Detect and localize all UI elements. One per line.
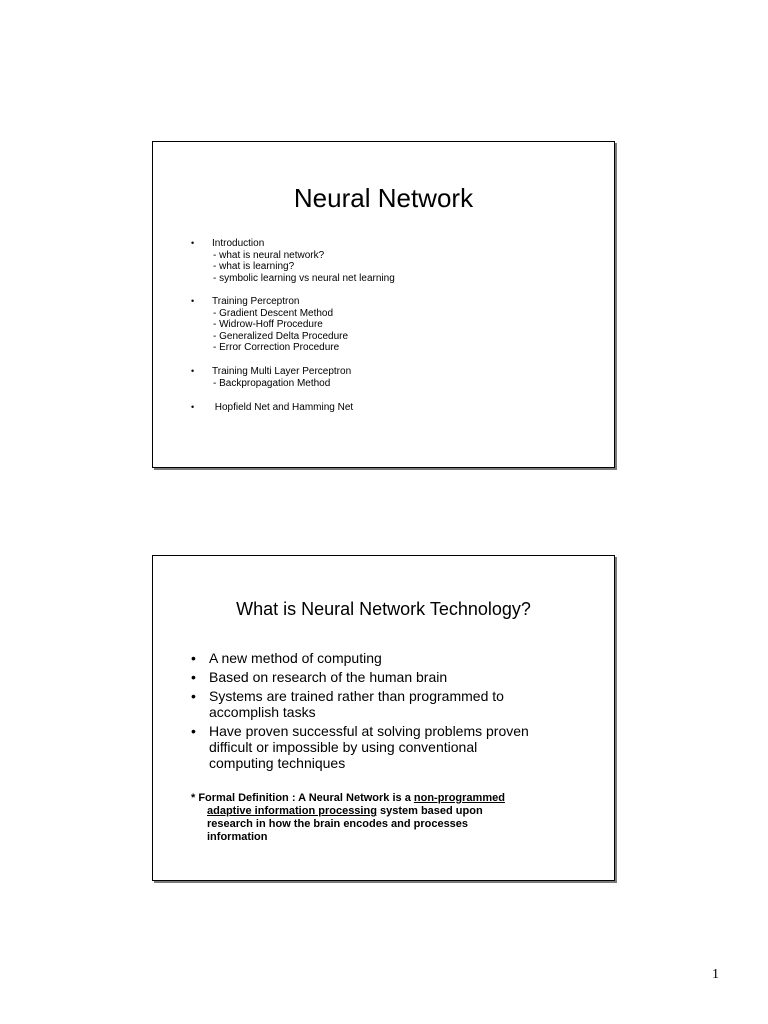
bullet-icon: • bbox=[191, 688, 196, 704]
list-item-text: difficult or impossible by using conventional bbox=[209, 739, 478, 755]
sub-item: - Gradient Descent Method bbox=[213, 307, 334, 319]
list-item bbox=[191, 669, 591, 685]
bullet-icon: • bbox=[191, 238, 195, 248]
list-item-text: Based on research of the human brain bbox=[209, 669, 448, 685]
list-item bbox=[191, 688, 591, 720]
bullet-label: Hopfield Net and Hamming Net bbox=[212, 402, 354, 413]
definition-line-3: research in how the brain encodes and processes bbox=[207, 818, 469, 830]
bullet-icon: • bbox=[191, 296, 195, 306]
definition-line-4: information bbox=[207, 831, 268, 843]
sub-item: - Backpropagation Method bbox=[213, 377, 331, 389]
definition-rest: system based upon bbox=[376, 805, 483, 817]
slide2-bullet-list bbox=[191, 650, 591, 774]
sub-item: - what is neural network? bbox=[213, 249, 325, 261]
bullet-label: Introduction bbox=[212, 238, 265, 249]
definition-prefix: * Formal Definition : A Neural Network is a bbox=[191, 792, 414, 804]
sub-item: - Widrow-Hoff Procedure bbox=[213, 319, 323, 330]
slide-neural-network-technology bbox=[152, 555, 615, 881]
list-item-text: A new method of computing bbox=[209, 650, 382, 666]
list-item-text: accomplish tasks bbox=[209, 704, 316, 720]
sub-item: - Error Correction Procedure bbox=[213, 342, 340, 353]
slide-neural-network bbox=[152, 141, 615, 468]
list-item bbox=[191, 650, 591, 666]
list-item-text: computing techniques bbox=[209, 755, 346, 771]
bullet-icon: • bbox=[191, 669, 196, 685]
list-item-text: Have proven successful at solving problems proven bbox=[209, 723, 529, 739]
bullet-icon: • bbox=[191, 366, 195, 376]
list-item-text: Systems are trained rather than programmed to bbox=[209, 688, 504, 704]
bullet-icon: • bbox=[191, 402, 195, 412]
bullet-label: Training Perceptron bbox=[212, 296, 300, 307]
slide2-title: What is Neural Network Technology? bbox=[236, 599, 531, 619]
slide1-title: Neural Network bbox=[293, 183, 474, 213]
bullet-icon: • bbox=[191, 723, 196, 739]
formal-definition bbox=[191, 792, 591, 844]
list-item bbox=[191, 723, 591, 771]
bullet-label: Training Multi Layer Perceptron bbox=[212, 366, 352, 377]
page-number: 1 bbox=[712, 967, 719, 982]
sub-item: - Generalized Delta Procedure bbox=[213, 330, 349, 342]
sub-item: - what is learning? bbox=[213, 261, 295, 272]
bullet-icon: • bbox=[191, 650, 196, 666]
sub-item: - symbolic learning vs neural net learning bbox=[213, 272, 395, 284]
definition-underline-2: adaptive information processing bbox=[207, 805, 377, 817]
definition-underline-1: non-programmed bbox=[413, 792, 505, 804]
